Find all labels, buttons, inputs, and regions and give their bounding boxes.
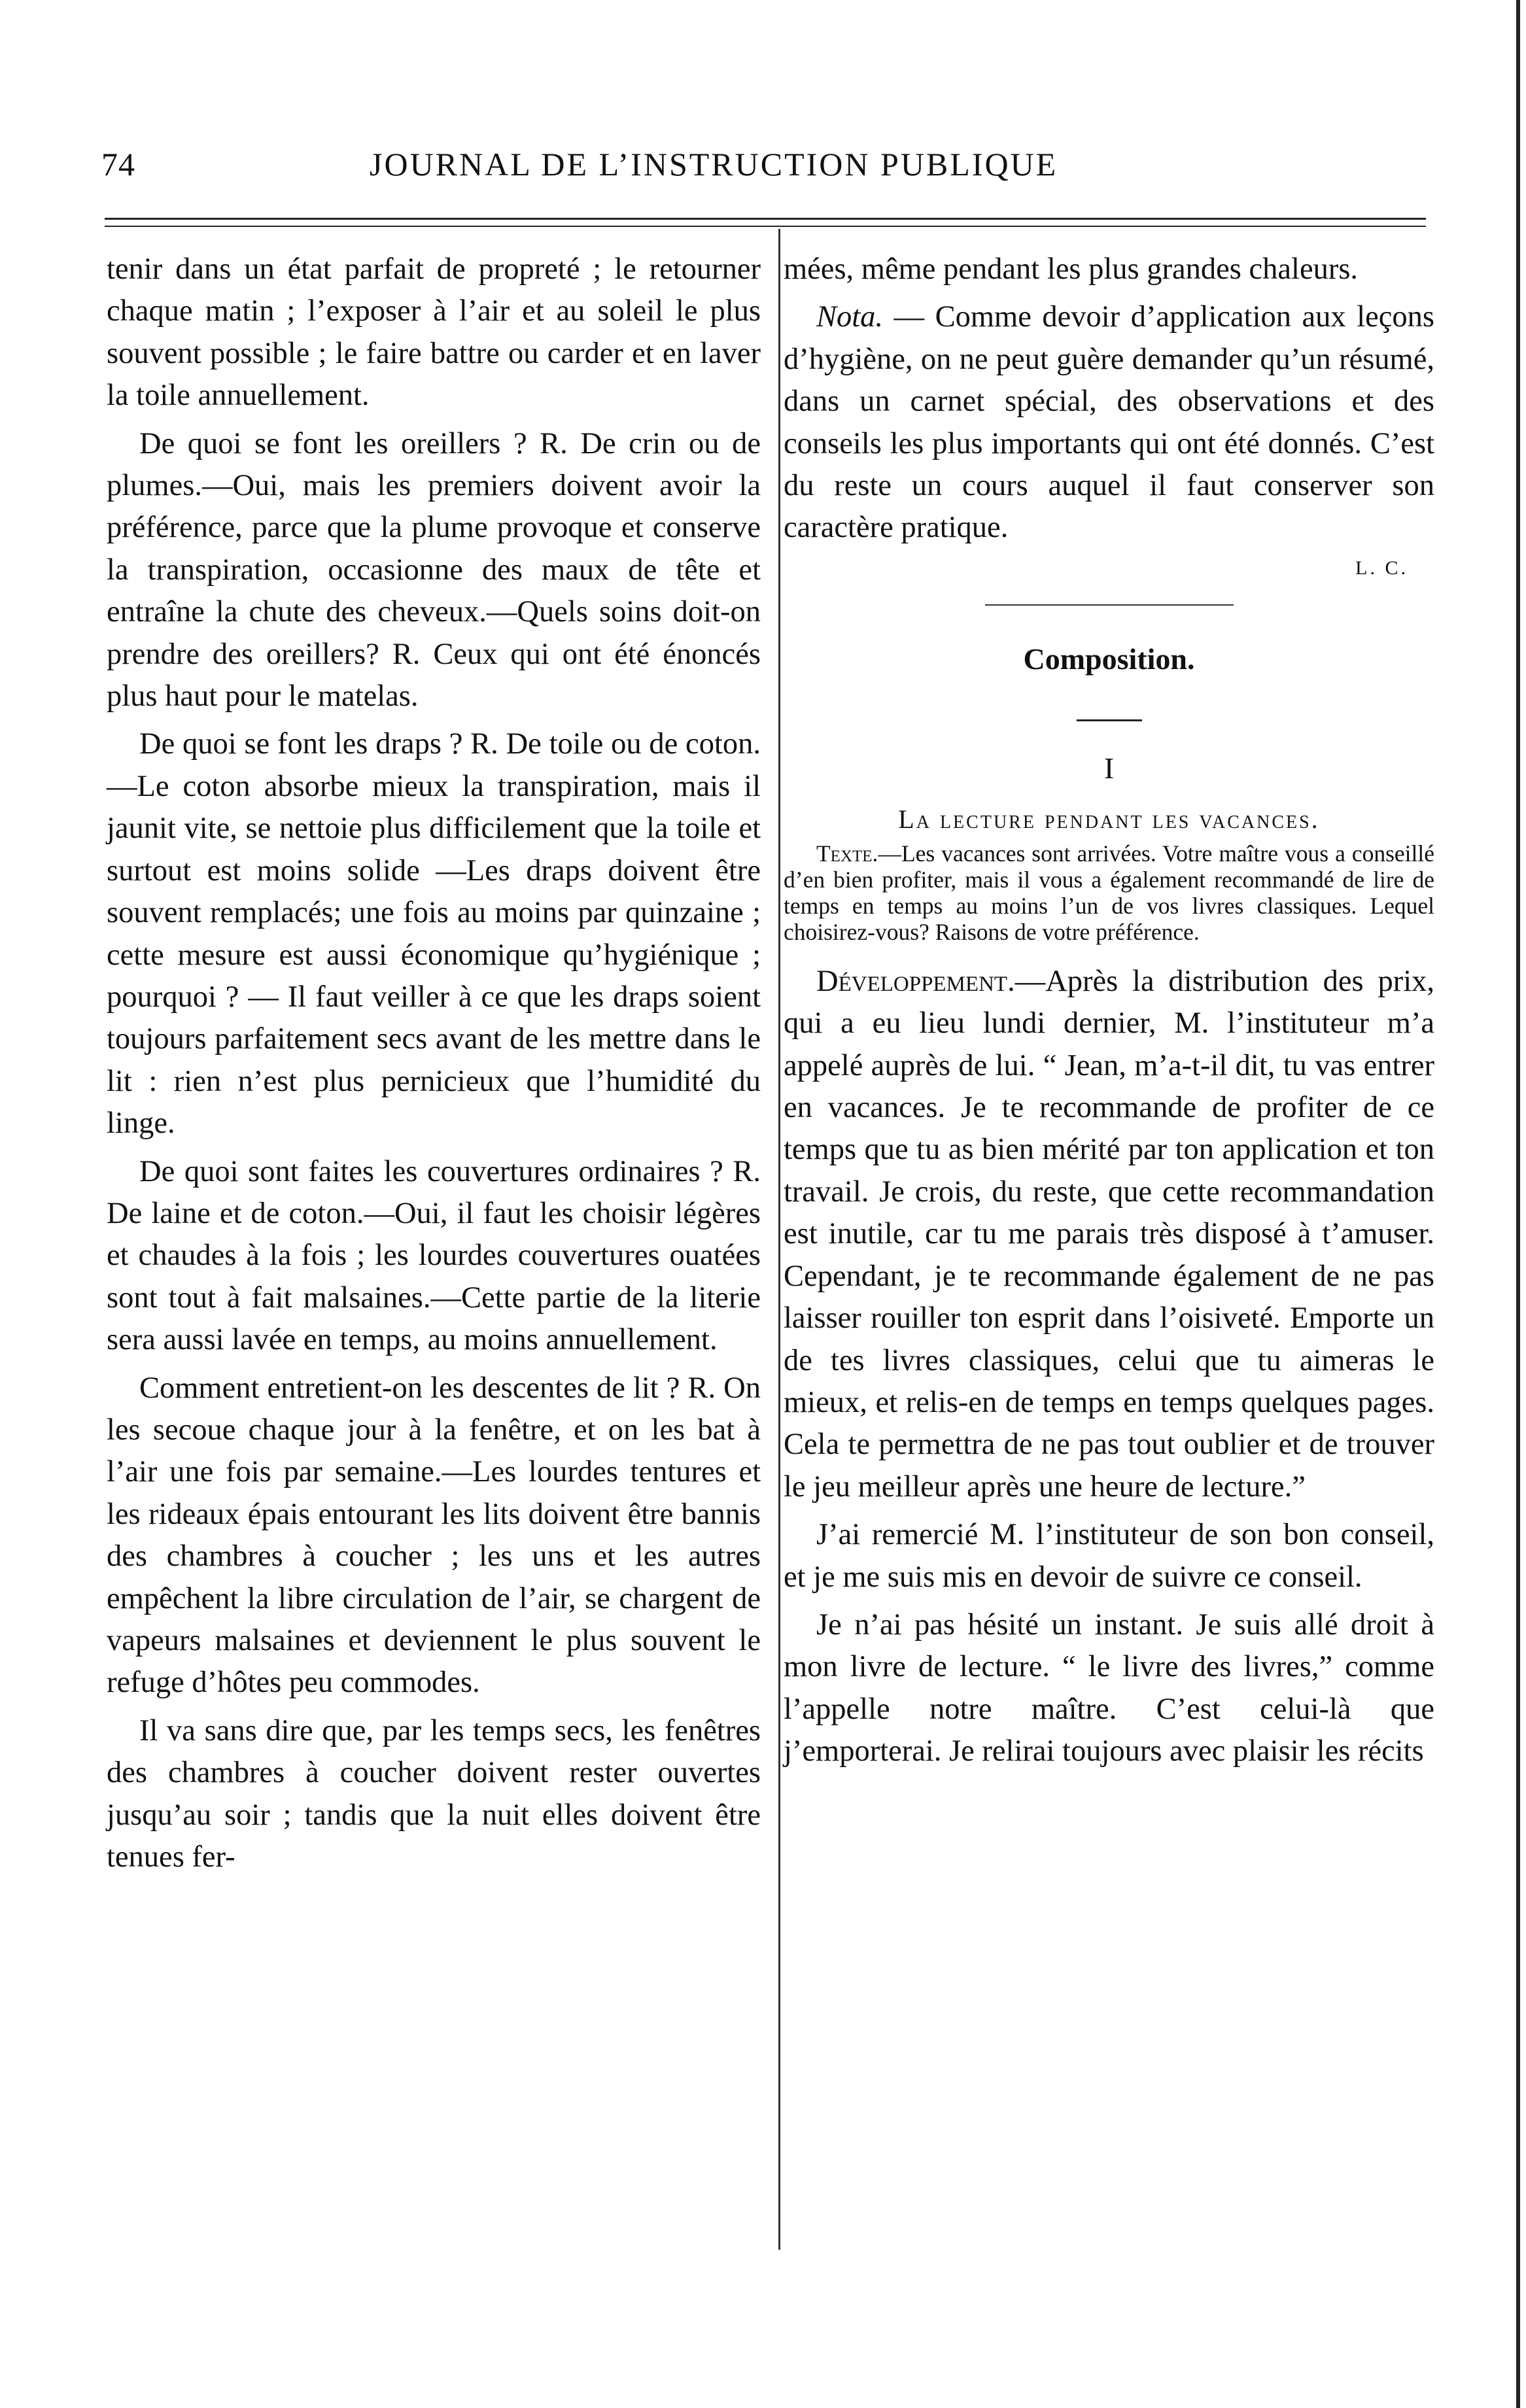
header-rule xyxy=(105,218,1426,220)
heading-dash xyxy=(1077,719,1142,721)
column-divider xyxy=(778,229,780,2250)
nota-paragraph xyxy=(784,296,1434,549)
paragraph: De quoi se font les draps ? R. De toile ou de coton.—Le coton absorbe mieux la transpiration, mais il jaunit vite, se nettoie plus difficilement que la toile et surtout est moins solide —Les draps doivent être souvent remplacés; une fois au moins par quinzaine ; cette mesure est aussi économique qu’hygiénique ; pourquoi ? — Il faut veiller à ce que les draps soient toujours parfaitement secs avant de les mettre dans le lit : rien n’est plus pernicieux que l’humidité du linge. xyxy=(107,727,761,1141)
texte-label: Texte. xyxy=(816,840,878,867)
nota-label: Nota. xyxy=(816,300,884,334)
paragraph: J’ai remercié M. l’instituteur de son bon conseil, et je me suis mis en devoir de suivre ce conseil. xyxy=(784,1518,1434,1594)
texte-body: —Les vacances sont arrivées. Votre maître vous a conseillé d’en bien profiter, mais il vous a également recommandé de lire de temps en temps au moins l’un de vos livres classiques. Lequel choisirez-vous? Raisons de votre préférence. xyxy=(784,840,1434,945)
right-column xyxy=(784,249,1434,1773)
running-title: JOURNAL DE L’INSTRUCTION PUBLIQUE xyxy=(370,146,1058,182)
left-column xyxy=(107,249,761,1878)
paragraph: De quoi sont faites les couvertures ordinaires ? R. De laine et de coton.—Oui, il faut les choisir légères et chaudes à la fois ; les lourdes couvertures ouatées sont tout à fait malsaines.—Cette partie de la literie sera aussi lavée en temps, au moins annuellement. xyxy=(107,1154,761,1357)
paragraph: De quoi se font les oreillers ? R. De crin ou de plumes.—Oui, mais les premiers doivent avoir la préférence, parce que la plume provoque et conserve la transpiration, occasionne des maux de tête et entraîne la chute des cheveux.—Quels soins doit-on prendre des oreillers? R. Ceux qui ont été énoncés plus haut pour le matelas. xyxy=(107,426,761,714)
paragraph: Je n’ai pas hésité un instant. Je suis allé droit à mon livre de lecture. “ le livre des livres,” comme l’appelle notre maître. C’est celui-là que j’emporterai. Je relirai toujours avec plaisir les récits xyxy=(784,1608,1434,1768)
paragraph: tenir dans un état parfait de propreté ; le retourner chaque matin ; l’exposer à l’air et au soleil le plus souvent possible ; le faire battre ou carder et en laver la toile annuellement. xyxy=(107,252,761,413)
page-header xyxy=(101,145,1429,191)
developpement-paragraph xyxy=(784,961,1434,1508)
texte-paragraph xyxy=(784,840,1434,945)
page-edge-shadow xyxy=(1516,0,1520,2408)
continuation-paragraph: mées, même pendant les plus grandes chaleurs. xyxy=(784,252,1359,286)
nota-text: — Comme devoir d’application aux leçons d’hygiène, on ne peut guère demander qu’un résumé, dans un carnet spécial, des observations et des conseils les plus importants qui ont été donnés. C’est du reste un cours auquel il faut conserver son caractère pratique. xyxy=(784,300,1434,545)
section-separator xyxy=(985,604,1234,606)
page-number: 74 xyxy=(101,146,135,182)
signature: L. C. xyxy=(1355,557,1408,579)
developpement-label: Développement. xyxy=(816,964,1015,998)
paragraph: Il va sans dire que, par les temps secs, les fenêtres des chambres à coucher doivent rester ouvertes jusqu’au soir ; tandis que la nuit elles doivent être tenues fer- xyxy=(107,1713,761,1874)
composition-subtitle: La lecture pendant les vacances. xyxy=(898,804,1320,834)
section-number: I xyxy=(1103,751,1115,785)
paragraph: Comment entretient-on les descentes de lit ? R. On les secoue chaque jour à la fenêtre, et on les bat à l’air une fois par semaine.—Les lourdes tentures et les rideaux épais entourant les lits doivent être bannis des chambres à coucher ; les uns et les autres empêchent la libre circulation de l’air, se chargent de vapeurs malsaines et deviennent le plus souvent le refuge d’hôtes peu commodes. xyxy=(107,1371,761,1700)
developpement-body: —Après la distribution des prix, qui a eu lieu lundi dernier, M. l’instituteur m’a appelé auprès de lui. “ Jean, m’a-t-il dit, tu vas entrer en vacances. Je te recommande de profiter de ce temps que tu as bien mérité par ton application et ton travail. Je crois, du reste, que cette recommandation est inutile, car tu me parais très disposé à t’amuser. Cependant, je te recommande également de ne pas laisser rouiller ton esprit dans l’oisiveté. Emporte un de tes livres classiques, celui que tu aimeras le mieux, et relis-en de temps en temps quelques pages. Cela te permettra de ne pas tout oublier et de trouver le jeu meilleur après une heure de lecture.” xyxy=(784,964,1434,1504)
header-rule-thin xyxy=(105,226,1426,227)
section-heading: Composition. xyxy=(1023,642,1195,676)
